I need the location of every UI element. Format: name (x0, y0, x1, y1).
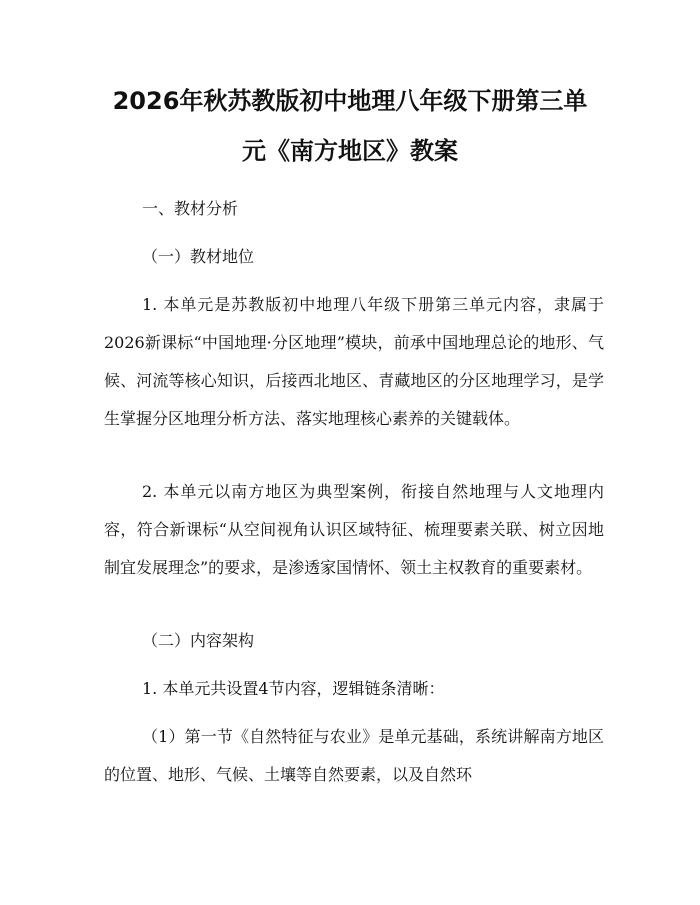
paragraph-1: 1. 本单元是苏教版初中地理八年级下册第三单元内容，隶属于2026新课标“中国地理·分区地理”模块，前承中国地理总论的地形、气候、河流等核心知识，后接西北地区、青藏地区的分区地理学习，是学生掌握分区地理分析方法、落实地理核心素养的关键载体。 (104, 295, 604, 428)
paragraph-3: 1. 本单元共设置4节内容，逻辑链条清晰： (142, 679, 445, 698)
document-title-line-2: 元《南方地区》教案 (242, 137, 458, 165)
paragraph-2: 2. 本单元以南方地区为典型案例，衔接自然地理与人文地理内容，符合新课标“从空间视角认识区域特征、梳理要素关联、树立因地制宜发展理念”的要求，是渗透家国情怀、领土主权教育的重要素材。 (104, 482, 604, 577)
paragraph-4: （1）第一节《自然特征与农业》是单元基础，系统讲解南方地区的位置、地形、气候、土壤等自然要素，以及自然环 (104, 727, 604, 784)
document-title-line-1: 2026年秋苏教版初中地理八年级下册第三单 (112, 87, 588, 115)
subsection-heading-content-structure: （二）内容架构 (142, 631, 255, 650)
subsection-heading-textbook-status: （一）教材地位 (142, 247, 255, 266)
section-heading-textbook-analysis: 一、教材分析 (142, 199, 239, 218)
